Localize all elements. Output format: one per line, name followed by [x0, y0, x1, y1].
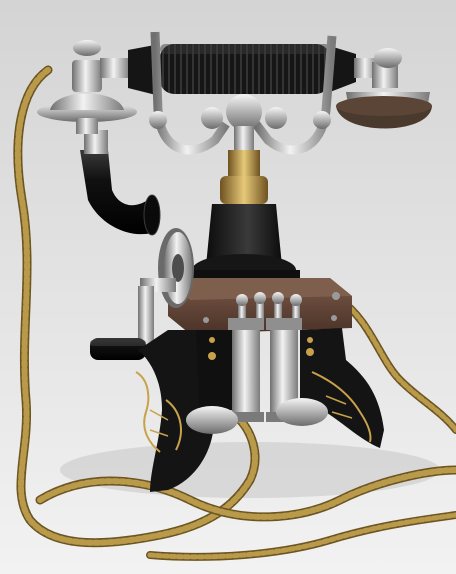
handset — [100, 44, 378, 96]
